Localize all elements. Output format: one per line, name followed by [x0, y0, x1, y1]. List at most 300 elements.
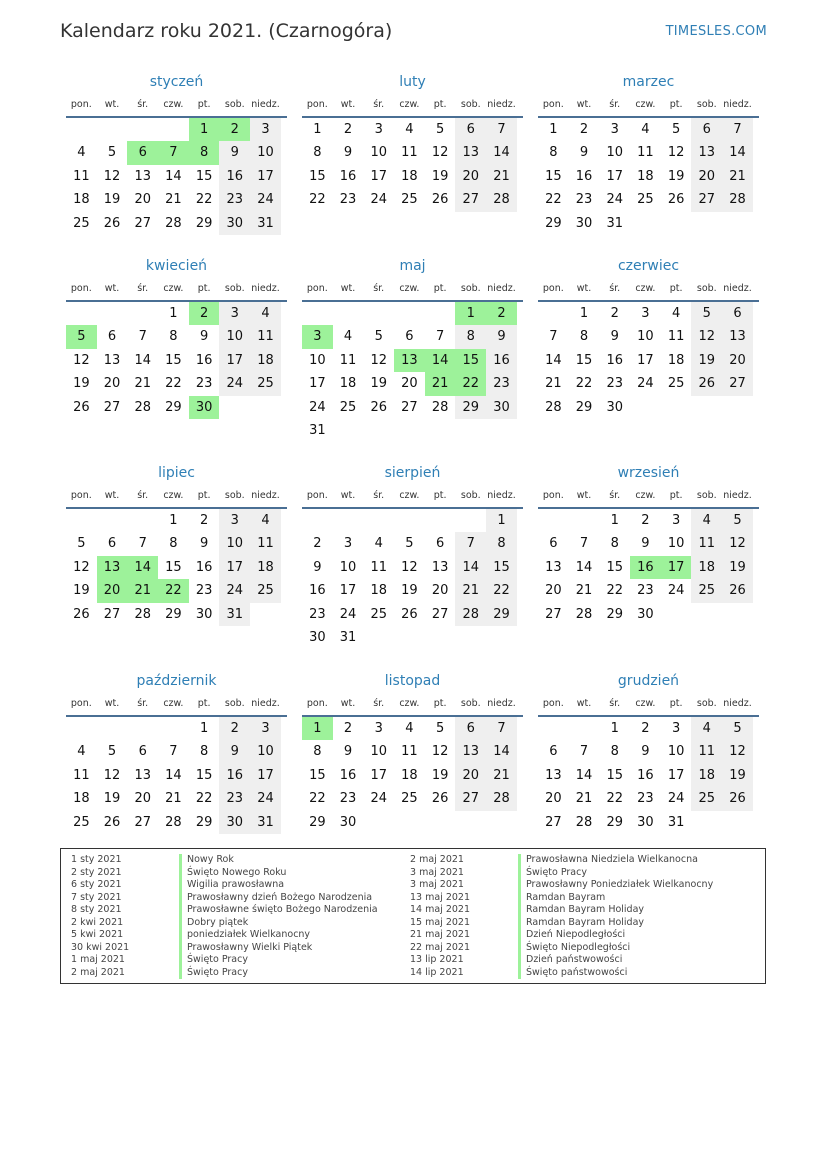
day-cell: 22	[455, 372, 486, 395]
empty-cell	[661, 212, 692, 235]
day-cell: 28	[722, 188, 753, 211]
day-cell: 28	[486, 787, 517, 810]
week-row	[66, 325, 287, 348]
day-cell: 19	[431, 168, 449, 184]
day-cell: 3	[250, 118, 281, 141]
legend-item	[61, 917, 378, 930]
weekday-label: śr.	[137, 490, 149, 501]
month-name: wrzesień	[617, 465, 680, 481]
day-cell: 17	[250, 165, 281, 188]
day-cell: 21	[165, 192, 182, 208]
day-cell: 9	[486, 325, 517, 348]
day-cell: 11	[339, 352, 357, 368]
day-cell: 15	[165, 352, 182, 368]
day-cell: 13	[103, 352, 121, 368]
day-cell: 18	[250, 556, 281, 579]
day-cell: 4	[671, 306, 681, 321]
month-name: marzec	[622, 74, 675, 90]
day-cell: 11	[637, 145, 654, 161]
day-cell: 18	[73, 192, 90, 208]
week-row	[538, 372, 759, 395]
legend-holiday-name: Prawosławny dzień Bożego Narodzenia	[179, 892, 372, 905]
day-cell: 21	[575, 791, 593, 807]
day-cell: 26	[431, 791, 449, 807]
day-cell: 1	[455, 302, 486, 325]
weekday-header	[538, 485, 759, 509]
empty-cell	[486, 419, 517, 442]
day-cell: 14	[486, 141, 517, 164]
day-cell: 17	[250, 764, 281, 787]
day-cell: 27	[401, 399, 418, 415]
day-cell: 12	[73, 559, 90, 575]
empty-cell	[363, 419, 394, 442]
day-cell: 13	[455, 141, 486, 164]
legend-column-left	[61, 854, 378, 979]
legend-date: 15 maj 2021	[410, 916, 471, 928]
weekday-label: niedz.	[487, 99, 516, 110]
day-cell: 15	[545, 168, 562, 184]
day-cell: 8	[610, 536, 619, 552]
legend-holiday-name: Święto Pracy	[518, 867, 587, 880]
day-cell: 18	[401, 168, 418, 184]
empty-cell	[538, 717, 569, 740]
legend-holiday-name: Nowy Rok	[179, 854, 234, 867]
day-cell: 24	[339, 606, 357, 622]
day-cell: 23	[339, 192, 357, 208]
day-cell: 27	[722, 372, 753, 395]
weekday-label: śr.	[609, 698, 621, 709]
day-cell: 24	[667, 791, 685, 807]
empty-cell	[363, 626, 394, 649]
day-cell: 26	[103, 814, 121, 830]
week-row	[302, 419, 523, 442]
legend-holiday-name: Prawosławna Niedziela Wielkanocna	[518, 854, 698, 867]
weekday-label: czw.	[635, 698, 656, 709]
weekday-header	[66, 485, 287, 509]
week-row	[66, 717, 287, 740]
week-row	[66, 188, 287, 211]
day-cell: 11	[401, 145, 418, 161]
week-row	[538, 118, 759, 141]
weekday-label: pt.	[433, 698, 447, 709]
empty-cell	[66, 717, 97, 740]
day-cell: 4	[77, 744, 86, 760]
day-cell: 21	[575, 583, 593, 599]
day-cell: 21	[425, 372, 456, 395]
empty-cell	[363, 302, 394, 325]
day-cell: 11	[691, 532, 722, 555]
week-row	[66, 556, 287, 579]
month-block	[538, 70, 759, 235]
week-row	[302, 141, 523, 164]
day-cell: 7	[722, 118, 753, 141]
day-cell: 29	[165, 399, 182, 415]
weekday-label: pt.	[197, 490, 211, 501]
weekday-label: pt.	[433, 283, 447, 294]
day-cell: 25	[401, 791, 418, 807]
legend-item	[61, 904, 378, 917]
empty-cell	[661, 396, 692, 419]
brand-link[interactable]: TIMESLES.COM	[665, 24, 767, 39]
week-row	[66, 302, 287, 325]
empty-cell	[219, 396, 250, 419]
week-row	[538, 717, 759, 740]
empty-cell	[333, 419, 364, 442]
day-cell: 8	[313, 145, 322, 161]
day-cell: 11	[370, 559, 387, 575]
weekday-label: pon.	[306, 283, 328, 294]
day-cell: 2	[579, 122, 589, 137]
empty-cell	[425, 419, 456, 442]
weekday-label: niedz.	[723, 99, 752, 110]
week-row	[302, 396, 523, 419]
day-cell: 24	[219, 579, 250, 602]
day-cell: 23	[486, 372, 517, 395]
day-cell: 21	[455, 579, 486, 602]
empty-cell	[691, 811, 722, 834]
week-row	[302, 579, 523, 602]
day-cell: 3	[374, 122, 383, 137]
day-cell: 28	[486, 188, 517, 211]
day-cell: 7	[435, 329, 445, 345]
day-cell: 16	[339, 767, 357, 783]
day-cell: 4	[691, 509, 722, 532]
day-cell: 1	[302, 717, 333, 740]
day-cell: 13	[691, 141, 722, 164]
day-cell: 2	[219, 717, 250, 740]
weekday-label: pon.	[542, 490, 564, 501]
month-name: luty	[399, 74, 426, 90]
day-cell: 2	[219, 118, 250, 141]
weekday-label: czw.	[163, 283, 184, 294]
day-cell: 27	[691, 188, 722, 211]
day-cell: 30	[309, 629, 326, 645]
day-cell: 30	[219, 811, 250, 834]
day-cell: 19	[103, 791, 121, 807]
day-cell: 23	[219, 188, 250, 211]
week-row	[538, 509, 759, 532]
day-cell: 11	[691, 740, 722, 763]
month-name: listopad	[384, 673, 441, 689]
day-cell: 19	[691, 349, 722, 372]
day-cell: 17	[637, 352, 654, 368]
day-cell: 4	[250, 509, 281, 532]
day-cell: 22	[606, 583, 623, 599]
day-cell: 23	[606, 376, 623, 392]
day-cell: 16	[219, 165, 250, 188]
day-cell: 25	[73, 814, 90, 830]
weekday-label: czw.	[635, 283, 656, 294]
weekday-label: czw.	[399, 698, 420, 709]
day-cell: 22	[309, 192, 326, 208]
legend-item	[61, 879, 378, 892]
legend-date: 7 sty 2021	[71, 891, 122, 903]
empty-cell	[127, 509, 158, 532]
day-cell: 8	[169, 329, 178, 345]
empty-cell	[127, 118, 158, 141]
day-cell: 3	[671, 721, 681, 736]
week-row	[66, 764, 287, 787]
day-cell: 6	[127, 141, 158, 164]
day-cell: 17	[661, 556, 692, 579]
weekday-label: pt.	[669, 283, 683, 294]
day-cell: 10	[219, 532, 250, 555]
month-block	[302, 70, 523, 212]
day-cell: 10	[637, 329, 654, 345]
empty-cell	[722, 212, 753, 235]
legend-holiday-name: poniedziałek Wielkanocny	[179, 929, 310, 942]
legend-holiday-name: Wigilia prawosławna	[179, 879, 284, 892]
week-row	[302, 532, 523, 555]
day-cell: 1	[579, 306, 589, 321]
day-cell: 25	[667, 376, 685, 392]
day-cell: 7	[158, 141, 189, 164]
day-cell: 5	[107, 145, 117, 161]
legend-date: 13 maj 2021	[410, 891, 471, 903]
day-cell: 13	[545, 767, 562, 783]
day-cell: 7	[579, 536, 589, 552]
week-row	[538, 302, 759, 325]
month-name: październik	[136, 673, 217, 689]
weekday-label: sob.	[460, 99, 481, 110]
week-row	[538, 532, 759, 555]
legend-holiday-name: Święto Niepodległości	[518, 942, 630, 955]
weekday-label: czw.	[163, 490, 184, 501]
week-row	[302, 349, 523, 372]
legend-date: 14 lip 2021	[410, 966, 464, 978]
weekday-label: wt.	[576, 698, 592, 709]
weekday-label: pt.	[669, 490, 683, 501]
day-cell: 20	[134, 192, 151, 208]
legend-date: 1 maj 2021	[71, 954, 125, 965]
weekday-label: pon.	[542, 283, 564, 294]
weekday-label: wt.	[340, 99, 356, 110]
day-cell: 1	[313, 122, 322, 137]
day-cell: 20	[134, 791, 151, 807]
day-cell: 29	[309, 814, 326, 830]
day-cell: 4	[374, 536, 383, 552]
day-cell: 8	[549, 145, 558, 161]
day-cell: 3	[671, 513, 681, 528]
week-row	[66, 811, 287, 834]
day-cell: 18	[667, 352, 685, 368]
legend-holiday-name: Święto Nowego Roku	[179, 867, 286, 880]
day-cell: 20	[431, 583, 449, 599]
day-cell: 26	[401, 606, 418, 622]
legend-holiday-name: Ramdan Bayram Holiday	[518, 917, 644, 930]
weekday-label: pon.	[70, 283, 92, 294]
day-cell: 29	[455, 396, 486, 419]
legend-date: 3 maj 2021	[410, 879, 464, 890]
day-cell: 6	[435, 536, 445, 552]
day-cell: 11	[250, 532, 281, 555]
day-cell: 15	[195, 168, 213, 184]
empty-cell	[722, 396, 753, 419]
day-cell: 27	[431, 606, 449, 622]
day-cell: 23	[339, 791, 357, 807]
month-block	[66, 669, 287, 834]
day-cell: 8	[579, 329, 589, 345]
weekday-header	[302, 94, 523, 118]
day-cell: 20	[103, 376, 121, 392]
day-cell: 20	[455, 764, 486, 787]
day-cell: 24	[250, 787, 281, 810]
day-cell: 11	[73, 767, 90, 783]
weekday-label: pon.	[70, 490, 92, 501]
month-block	[538, 669, 759, 834]
day-cell: 15	[606, 559, 623, 575]
day-cell: 15	[606, 767, 623, 783]
day-cell: 3	[250, 717, 281, 740]
day-cell: 16	[219, 764, 250, 787]
day-cell: 1	[199, 721, 209, 736]
day-cell: 6	[455, 717, 486, 740]
day-cell: 30	[486, 396, 517, 419]
day-cell: 28	[431, 399, 449, 415]
legend-item	[61, 954, 378, 967]
legend-date: 30 kwi 2021	[71, 941, 130, 953]
day-cell: 16	[630, 556, 661, 579]
day-cell: 7	[138, 329, 147, 345]
empty-cell	[302, 509, 333, 532]
day-cell: 29	[165, 606, 182, 622]
day-cell: 24	[219, 372, 250, 395]
legend-date: 22 maj 2021	[410, 941, 471, 953]
day-cell: 25	[73, 215, 90, 231]
week-row	[538, 579, 759, 602]
empty-cell	[97, 509, 128, 532]
month-block	[302, 461, 523, 649]
weekday-label: pon.	[70, 99, 92, 110]
day-cell: 13	[134, 767, 151, 783]
day-cell: 16	[195, 559, 213, 575]
day-cell: 9	[579, 145, 589, 161]
week-row	[538, 603, 759, 626]
week-row	[302, 509, 523, 532]
day-cell: 14	[722, 141, 753, 164]
weekday-label: sob.	[696, 698, 717, 709]
day-cell: 5	[107, 744, 117, 760]
empty-cell	[97, 302, 128, 325]
empty-cell	[97, 118, 128, 141]
day-cell: 23	[575, 192, 593, 208]
weekday-label: czw.	[163, 698, 184, 709]
day-cell: 28	[575, 606, 593, 622]
day-cell: 26	[73, 399, 90, 415]
week-row	[302, 118, 523, 141]
day-cell: 20	[97, 579, 128, 602]
day-cell: 5	[722, 717, 753, 740]
day-cell: 9	[343, 145, 353, 161]
day-cell: 4	[405, 122, 414, 137]
day-cell: 5	[691, 302, 722, 325]
day-cell: 9	[641, 744, 650, 760]
day-cell: 30	[195, 606, 213, 622]
day-cell: 21	[134, 376, 151, 392]
day-cell: 31	[667, 814, 685, 830]
day-cell: 17	[370, 168, 387, 184]
day-cell: 10	[370, 145, 387, 161]
month-block	[66, 461, 287, 626]
day-cell: 24	[637, 376, 654, 392]
day-cell: 2	[199, 513, 209, 528]
empty-cell	[363, 811, 394, 834]
day-cell: 28	[455, 603, 486, 626]
day-cell: 18	[250, 349, 281, 372]
empty-cell	[333, 509, 364, 532]
day-cell: 26	[431, 192, 449, 208]
day-cell: 12	[370, 352, 387, 368]
day-cell: 28	[134, 399, 151, 415]
day-cell: 1	[169, 513, 178, 528]
legend-date: 5 kwi 2021	[71, 929, 124, 940]
day-cell: 17	[309, 376, 326, 392]
day-cell: 20	[455, 165, 486, 188]
day-cell: 5	[77, 536, 86, 552]
day-cell: 7	[549, 329, 558, 345]
day-cell: 12	[431, 145, 449, 161]
day-cell: 11	[250, 325, 281, 348]
legend-item	[400, 929, 713, 942]
legend-column-right	[400, 854, 713, 979]
day-cell: 31	[339, 629, 357, 645]
day-cell: 8	[455, 325, 486, 348]
day-cell: 20	[401, 376, 418, 392]
day-cell: 2	[343, 122, 353, 137]
day-cell: 1	[189, 118, 220, 141]
weekday-label: sob.	[696, 283, 717, 294]
weekday-label: wt.	[576, 283, 592, 294]
legend-date: 1 sty 2021	[71, 854, 122, 865]
day-cell: 4	[343, 329, 353, 345]
day-cell: 17	[219, 349, 250, 372]
day-cell: 22	[545, 192, 562, 208]
week-row	[302, 626, 523, 649]
day-cell: 13	[455, 740, 486, 763]
day-cell: 14	[165, 767, 182, 783]
weekday-header	[66, 278, 287, 302]
day-cell: 25	[401, 192, 418, 208]
day-cell: 15	[165, 559, 182, 575]
week-row	[538, 141, 759, 164]
day-cell: 8	[169, 536, 178, 552]
day-cell: 12	[691, 325, 722, 348]
day-cell: 22	[158, 579, 189, 602]
week-row	[538, 165, 759, 188]
empty-cell	[394, 302, 425, 325]
weekday-label: niedz.	[487, 283, 516, 294]
week-row	[66, 118, 287, 141]
weekday-label: wt.	[104, 698, 120, 709]
weekday-label: niedz.	[487, 490, 516, 501]
month-name: maj	[399, 258, 426, 274]
day-cell: 30	[575, 215, 593, 231]
day-cell: 26	[370, 399, 387, 415]
day-cell: 15	[309, 168, 326, 184]
weekday-header	[66, 94, 287, 118]
day-cell: 30	[189, 396, 220, 419]
day-cell: 8	[610, 744, 619, 760]
weekday-label: wt.	[340, 490, 356, 501]
weekday-label: śr.	[137, 99, 149, 110]
day-cell: 5	[405, 536, 414, 552]
day-cell: 6	[722, 302, 753, 325]
day-cell: 23	[219, 787, 250, 810]
day-cell: 2	[343, 721, 353, 736]
empty-cell	[425, 509, 456, 532]
day-cell: 16	[637, 767, 654, 783]
day-cell: 1	[610, 721, 619, 736]
